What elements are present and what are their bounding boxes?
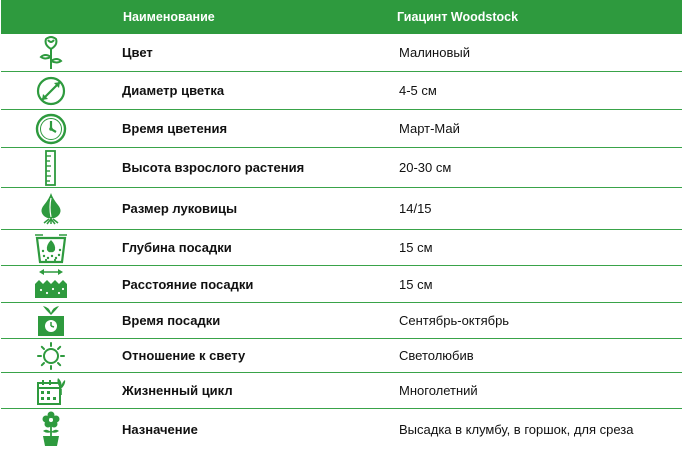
row-label: Диаметр цветка (122, 83, 225, 98)
table-row (1, 110, 682, 148)
table-row (1, 230, 682, 266)
row-value: Многолетний (399, 383, 478, 398)
table-row (1, 72, 682, 110)
planting-depth-icon (1, 232, 107, 264)
row-value: 15 см (399, 240, 433, 255)
row-value: 20-30 см (399, 160, 452, 175)
row-label: Отношение к свету (122, 348, 246, 363)
row-label: Время посадки (122, 313, 221, 328)
row-value: Малиновый (399, 45, 470, 60)
specs-table (1, 0, 682, 449)
table-row (1, 266, 682, 303)
planting-time-icon (1, 305, 107, 337)
bulb-icon (1, 191, 107, 227)
table-row (1, 339, 682, 373)
flower-pot-icon (1, 411, 107, 447)
row-value: Сентябрь-октябрь (399, 313, 510, 328)
row-value: Март-Май (399, 121, 460, 136)
table-row (1, 188, 682, 230)
row-label: Время цветения (122, 121, 228, 136)
row-label: Расстояние посадки (122, 276, 254, 292)
header-value-column: Гиацинт Woodstock (397, 10, 519, 24)
row-label: Размер луковицы (122, 201, 238, 216)
table-header (1, 0, 682, 34)
rose-icon (1, 35, 107, 71)
table-row (1, 148, 682, 188)
header-name-column: Наименование (123, 10, 215, 24)
table-row (1, 303, 682, 339)
row-label: Цвет (122, 45, 153, 60)
table-row (1, 373, 682, 409)
ruler-icon (1, 150, 107, 186)
clock-icon (1, 113, 107, 145)
row-value: Светолюбив (399, 348, 474, 363)
row-value: 4-5 см (399, 83, 437, 98)
row-label: Назначение (122, 421, 198, 437)
life-cycle-icon (1, 375, 107, 407)
sun-icon (1, 341, 107, 371)
row-value: Высадка в клумбу, в горшок, для среза (399, 421, 634, 437)
table-row (1, 34, 682, 72)
row-label: Жизненный цикл (122, 383, 233, 398)
row-label: Высота взрослого растения (122, 160, 305, 175)
row-value: 14/15 (399, 201, 432, 216)
row-label: Глубина посадки (122, 240, 232, 255)
diameter-icon (1, 75, 107, 107)
row-value: 15 см (399, 276, 433, 292)
table-row (1, 409, 682, 449)
planting-distance-icon (1, 268, 107, 300)
